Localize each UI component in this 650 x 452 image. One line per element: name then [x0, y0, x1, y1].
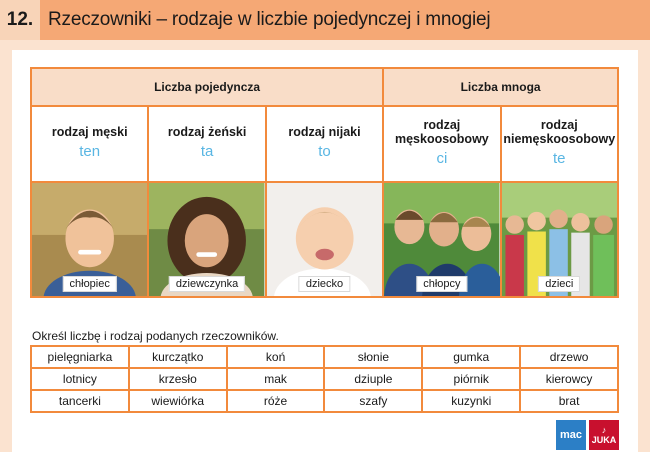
- article-label: ci: [436, 150, 448, 167]
- photo-caption: dziecko: [299, 276, 350, 292]
- word-cell: kuzynki: [422, 390, 520, 412]
- word-cell: gumka: [422, 346, 520, 368]
- word-cell: koń: [227, 346, 325, 368]
- word-cell: szafy: [324, 390, 422, 412]
- word-cell: piórnik: [422, 368, 520, 390]
- plural-header: Liczba mnoga: [383, 68, 618, 106]
- word-cell: pielęgniarka: [31, 346, 129, 368]
- photo-children: [501, 182, 618, 297]
- article-label: ten: [79, 143, 101, 160]
- words-table: [30, 345, 619, 413]
- table-row: [31, 346, 618, 368]
- photo-boys: [383, 182, 500, 297]
- word-cell: brat: [520, 390, 618, 412]
- gender-label-line2: męskoosobowy: [394, 132, 489, 146]
- article-label: ta: [200, 143, 214, 160]
- exercise-instruction: Określ liczbę i rodzaj podanych rzeczowników.: [32, 329, 279, 343]
- singular-header: Liczba pojedyncza: [31, 68, 383, 106]
- photo-caption: dziewczynka: [169, 276, 245, 292]
- photo-girl: [148, 182, 265, 297]
- word-cell: mak: [227, 368, 325, 390]
- juka-logo: [589, 420, 619, 450]
- mac-logo: mac: [556, 420, 586, 450]
- gender-neuter: [266, 106, 383, 182]
- word-cell: lotnicy: [31, 368, 129, 390]
- gender-masculine: [31, 106, 148, 182]
- page-title: Rzeczowniki – rodzaje w liczbie pojedynczej i mnogiej: [40, 0, 650, 40]
- gender-table: [30, 67, 619, 298]
- article-label: to: [318, 143, 331, 160]
- word-cell: krzesło: [129, 368, 227, 390]
- gender-label: rodzaj nijaki: [288, 125, 361, 139]
- photo-baby: [266, 182, 383, 297]
- table-row: [31, 390, 618, 412]
- gender-label-line2: niemęskoosobowy: [503, 132, 616, 146]
- word-cell: dziuple: [324, 368, 422, 390]
- gender-label-line1: rodzaj: [423, 118, 461, 132]
- photo-caption: chłopiec: [63, 276, 117, 292]
- gender-non-masculine-personal: [501, 106, 618, 182]
- photo-boy: [31, 182, 148, 297]
- word-cell: róże: [227, 390, 325, 412]
- table-row: [31, 368, 618, 390]
- word-cell: tancerki: [31, 390, 129, 412]
- gender-label: rodzaj żeński: [167, 125, 247, 139]
- photo-caption: chłopcy: [416, 276, 467, 292]
- gender-label: rodzaj męski: [51, 125, 128, 139]
- word-cell: drzewo: [520, 346, 618, 368]
- gender-label-line1: rodzaj: [540, 118, 578, 132]
- gender-feminine: [148, 106, 265, 182]
- article-label: te: [553, 150, 566, 167]
- word-cell: słonie: [324, 346, 422, 368]
- word-cell: wiewiórka: [129, 390, 227, 412]
- juka-logo-mark-icon: ♪: [601, 425, 607, 435]
- word-cell: kurczątko: [129, 346, 227, 368]
- word-cell: kierowcy: [520, 368, 618, 390]
- exercise-number: 12.: [0, 0, 40, 40]
- gender-masculine-personal: [383, 106, 500, 182]
- photo-caption: dzieci: [538, 276, 580, 292]
- juka-logo-text: JUKA: [591, 435, 617, 445]
